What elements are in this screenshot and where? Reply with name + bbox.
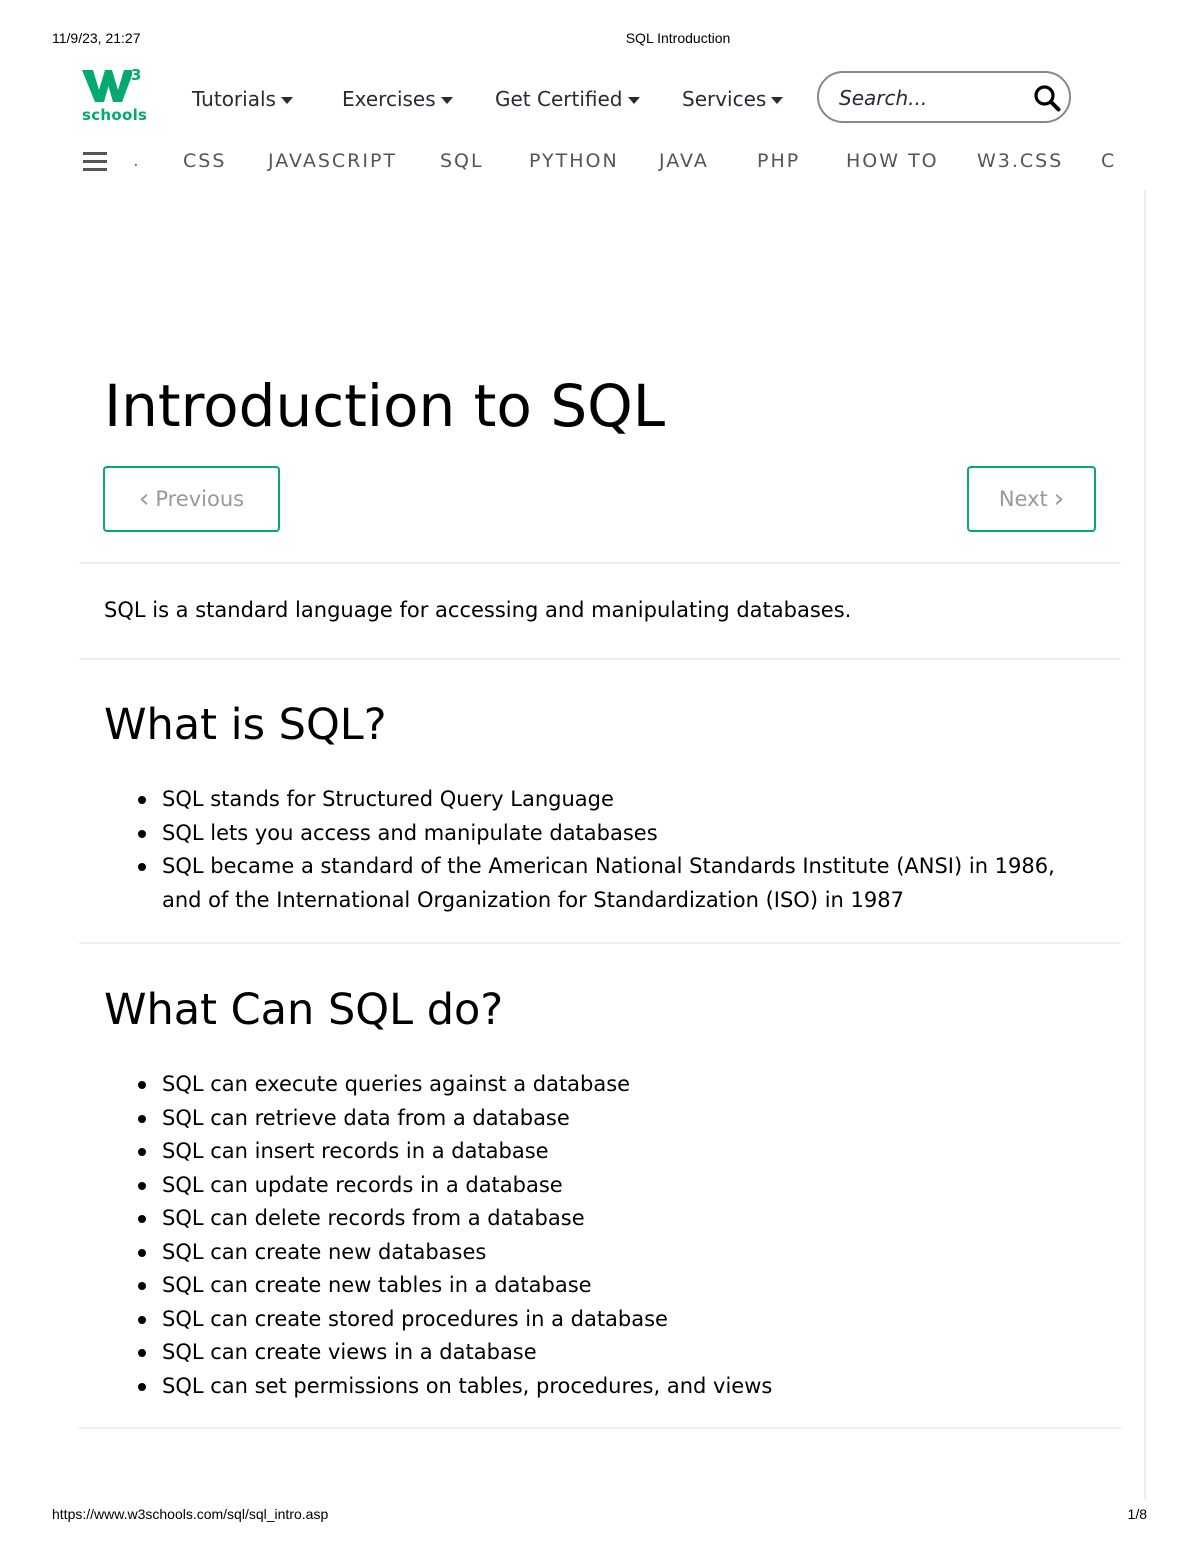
list-item: SQL became a standard of the American National Standards Institute (ANSI) in 1986, and of the International Organization for Standardization (ISO) in 1987 [104, 850, 1064, 917]
language-navigation [0, 148, 1200, 178]
subnav-item-python[interactable]: PYTHON [529, 150, 619, 172]
previous-button[interactable] [103, 466, 280, 532]
list-item: SQL can execute queries against a database [104, 1068, 1064, 1102]
caret-down-icon [628, 97, 640, 104]
logo-mark: 3 [131, 66, 142, 84]
list-item: SQL can update records in a database [104, 1169, 1064, 1203]
what-is-sql-list [104, 783, 1064, 917]
list-item: SQL can create stored procedures in a database [104, 1303, 1064, 1337]
search-icon[interactable] [1033, 84, 1061, 112]
subnav-dot: . [133, 150, 139, 171]
subnav-item-java[interactable]: JAVA [659, 150, 709, 172]
chevron-right-icon: › [1053, 484, 1065, 514]
nav-exercises[interactable] [342, 87, 453, 111]
subnav-item-sql[interactable]: SQL [440, 150, 484, 172]
divider [79, 562, 1121, 564]
list-item: SQL can create new tables in a database [104, 1269, 1064, 1303]
list-item: SQL can delete records from a database [104, 1202, 1064, 1236]
section-heading-what-can-sql-do: What Can SQL do? [104, 985, 504, 1035]
divider [79, 1427, 1121, 1429]
print-url: https://www.w3schools.com/sql/sql_intro.asp [52, 1506, 329, 1522]
subnav-item-css[interactable]: CSS [183, 150, 227, 172]
nav-tutorials-label: Tutorials [192, 87, 276, 111]
section-heading-what-is-sql: What is SQL? [104, 700, 387, 750]
subnav-item-w3css[interactable]: W3.CSS [977, 150, 1064, 172]
chevron-left-icon: ‹ [138, 484, 150, 514]
list-item: SQL can set permissions on tables, procedures, and views [104, 1370, 1064, 1404]
what-can-sql-do-list [104, 1068, 1064, 1403]
caret-down-icon [281, 97, 293, 104]
nav-get-certified[interactable] [495, 87, 640, 111]
caret-down-icon [441, 97, 453, 104]
print-header [0, 30, 1200, 48]
list-item: SQL can insert records in a database [104, 1135, 1064, 1169]
divider [79, 658, 1121, 660]
subnav-item-how-to[interactable]: HOW TO [846, 150, 939, 172]
nav-tutorials[interactable] [192, 87, 293, 111]
list-item: SQL can create new databases [104, 1236, 1064, 1270]
print-doc-title: SQL Introduction [625, 30, 731, 46]
nav-get-certified-label: Get Certified [495, 87, 623, 111]
print-page-number: 1/8 [1127, 1506, 1147, 1522]
scroll-divider [1144, 190, 1146, 1500]
nav-exercises-label: Exercises [342, 87, 436, 111]
w3schools-logo-icon [82, 68, 132, 104]
page-title: Introduction to SQL [104, 372, 666, 440]
divider [79, 942, 1121, 944]
nav-services-label: Services [682, 87, 767, 111]
list-item: SQL stands for Structured Query Language [104, 783, 1064, 817]
subnav-item-c[interactable]: C [1101, 150, 1117, 172]
next-button-label: Next [998, 487, 1048, 511]
nav-services[interactable] [682, 87, 783, 111]
list-item: SQL can create views in a database [104, 1336, 1064, 1370]
caret-down-icon [771, 97, 783, 104]
list-item: SQL can retrieve data from a database [104, 1102, 1064, 1136]
next-button[interactable] [967, 466, 1096, 532]
print-date: 11/9/23, 21:27 [52, 30, 141, 46]
subnav-item-php[interactable]: PHP [757, 150, 801, 172]
hamburger-menu-icon[interactable] [83, 152, 107, 172]
logo-wordmark: schools [82, 106, 148, 124]
list-item: SQL lets you access and manipulate databases [104, 817, 1064, 851]
subnav-item-javascript[interactable]: JAVASCRIPT [268, 150, 398, 172]
previous-button-label: Previous [155, 487, 245, 511]
w3schools-logo[interactable] [82, 66, 148, 126]
search-input[interactable] [839, 85, 1019, 111]
search-box [817, 71, 1071, 123]
intro-text: SQL is a standard language for accessing and manipulating databases. [104, 598, 852, 622]
